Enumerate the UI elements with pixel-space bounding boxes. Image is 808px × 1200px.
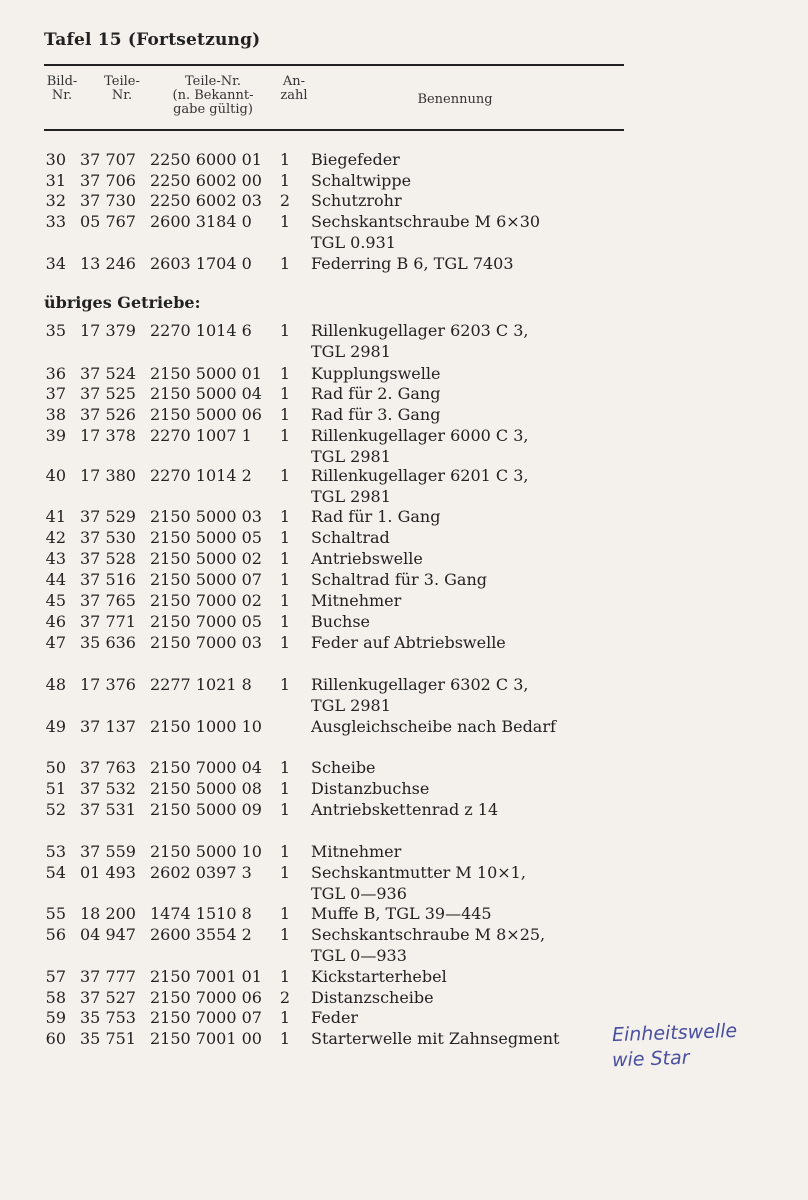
teile-nr-bekanntgabe-cell: 2150 7001 00	[150, 1029, 262, 1048]
table-row	[0, 150, 808, 170]
table-row	[0, 967, 808, 987]
header-teile-line1: Teile-	[104, 74, 140, 89]
benennung-cell: Feder auf Abtriebswelle	[311, 633, 506, 652]
anzahl-cell: 2	[279, 988, 291, 1007]
anzahl-cell: 1	[279, 633, 291, 652]
anzahl-cell: 1	[279, 675, 291, 694]
teile-nr-cell: 18 200	[80, 904, 136, 923]
header-teile-nr-line1: Teile-Nr.	[184, 74, 242, 89]
bild-nr-cell: 34	[45, 254, 66, 273]
bild-nr-cell: 44	[45, 570, 66, 589]
teile-nr-cell: 17 378	[80, 426, 136, 445]
benennung-cell: Antriebswelle	[311, 549, 423, 568]
teile-nr-bekanntgabe-cell: 2150 7001 01	[150, 967, 262, 986]
anzahl-cell: 1	[279, 758, 291, 777]
benennung-cell: Rillenkugellager 6302 C 3,	[311, 675, 529, 694]
teile-nr-bekanntgabe-cell: 2150 5000 04	[150, 384, 262, 403]
benennung-cell: Rillenkugellager 6201 C 3,	[311, 466, 529, 485]
bild-nr-cell: 55	[45, 904, 66, 923]
anzahl-cell: 1	[279, 466, 291, 485]
table-row	[0, 633, 808, 653]
anzahl-cell: 1	[279, 904, 291, 923]
teile-nr-bekanntgabe-cell: 2150 1000 10	[150, 717, 262, 736]
teile-nr-cell: 37 765	[80, 591, 136, 610]
bild-nr-cell: 37	[45, 384, 66, 403]
teile-nr-cell: 37 531	[80, 800, 136, 819]
benennung-cell: Rillenkugellager 6203 C 3,	[311, 321, 529, 340]
anzahl-cell: 1	[279, 570, 291, 589]
handwritten-note-line2: wie Star	[611, 1046, 690, 1072]
handwritten-note-line1: Einheitswelle	[611, 1019, 738, 1047]
teile-nr-bekanntgabe-cell: 2602 0397 3	[150, 863, 252, 882]
benennung-cell: Sechskantschraube M 8×25,	[311, 925, 546, 944]
anzahl-cell: 1	[279, 212, 291, 231]
teile-nr-bekanntgabe-cell: 2150 5000 02	[150, 549, 262, 568]
table-row	[0, 570, 808, 590]
table-row	[0, 800, 808, 820]
anzahl-cell: 1	[279, 364, 291, 383]
benennung-cell: Schaltrad	[311, 528, 390, 547]
bild-nr-cell: 31	[45, 171, 66, 190]
benennung-cell: Schaltrad für 3. Gang	[311, 570, 488, 589]
benennung-cell: Schaltwippe	[311, 171, 412, 190]
header-teile	[92, 75, 152, 103]
table-row	[0, 507, 808, 527]
teile-nr-cell: 37 707	[80, 150, 136, 169]
teile-nr-cell: 04 947	[80, 925, 136, 944]
teile-nr-cell: 37 706	[80, 171, 136, 190]
benennung-continuation: TGL 0—933	[311, 946, 407, 965]
header-anzahl-line2: zahl	[280, 88, 308, 103]
benennung-continuation: TGL 2981	[311, 696, 391, 715]
bild-nr-cell: 36	[45, 364, 66, 383]
anzahl-cell: 1	[279, 842, 291, 861]
bild-nr-cell: 40	[45, 466, 66, 485]
teile-nr-bekanntgabe-cell: 2600 3184 0	[150, 212, 252, 231]
teile-nr-bekanntgabe-cell: 2150 7000 04	[150, 758, 262, 777]
anzahl-cell: 1	[279, 507, 291, 526]
teile-nr-bekanntgabe-cell: 2270 1007 1	[150, 426, 252, 445]
teile-nr-bekanntgabe-cell: 2150 5000 05	[150, 528, 262, 547]
teile-nr-bekanntgabe-cell: 1474 1510 8	[150, 904, 252, 923]
teile-nr-cell: 37 137	[80, 717, 136, 736]
benennung-continuation: TGL 0—936	[311, 884, 407, 903]
bild-nr-cell: 45	[45, 591, 66, 610]
teile-nr-bekanntgabe-cell: 2250 6002 00	[150, 171, 262, 190]
table-row	[0, 758, 808, 778]
table-row	[0, 405, 808, 425]
header-anzahl	[274, 75, 314, 103]
anzahl-cell: 2	[279, 191, 291, 210]
table-row	[0, 254, 808, 274]
teile-nr-cell: 37 527	[80, 988, 136, 1007]
anzahl-cell: 1	[279, 150, 291, 169]
bild-nr-cell: 60	[45, 1029, 66, 1048]
benennung-cell: Federring B 6, TGL 7403	[311, 254, 514, 273]
benennung-cell: Rillenkugellager 6000 C 3,	[311, 426, 529, 445]
table-row	[0, 384, 808, 404]
teile-nr-cell: 01 493	[80, 863, 136, 882]
teile-nr-cell: 17 376	[80, 675, 136, 694]
teile-nr-cell: 37 516	[80, 570, 136, 589]
benennung-cell: Sechskantschraube M 6×30	[311, 212, 541, 231]
table-row	[0, 904, 808, 924]
teile-nr-cell: 37 730	[80, 191, 136, 210]
teile-nr-bekanntgabe-cell: 2250 6002 03	[150, 191, 262, 210]
anzahl-cell: 1	[279, 171, 291, 190]
anzahl-cell: 1	[279, 591, 291, 610]
teile-nr-cell: 37 525	[80, 384, 136, 403]
bild-nr-cell: 38	[45, 405, 66, 424]
table-row	[0, 191, 808, 211]
benennung-cell: Rad für 3. Gang	[311, 405, 441, 424]
table-row	[0, 466, 808, 506]
benennung-cell: Mitnehmer	[311, 591, 402, 610]
teile-nr-cell: 35 751	[80, 1029, 136, 1048]
table-row	[0, 426, 808, 466]
teile-nr-bekanntgabe-cell: 2150 7000 07	[150, 1008, 262, 1027]
teile-nr-cell: 37 777	[80, 967, 136, 986]
teile-nr-bekanntgabe-cell: 2270 1014 6	[150, 321, 252, 340]
bild-nr-cell: 39	[45, 426, 66, 445]
benennung-cell: Scheibe	[311, 758, 376, 777]
table-row	[0, 212, 808, 252]
bild-nr-cell: 56	[45, 925, 66, 944]
benennung-cell: Distanzbuchse	[311, 779, 430, 798]
bild-nr-cell: 54	[45, 863, 66, 882]
teile-nr-cell: 13 246	[80, 254, 136, 273]
header-teile-line2: Nr.	[111, 88, 133, 103]
bild-nr-cell: 51	[45, 779, 66, 798]
benennung-cell: Mitnehmer	[311, 842, 402, 861]
bild-nr-cell: 52	[45, 800, 66, 819]
benennung-cell: Feder	[311, 1008, 359, 1027]
teile-nr-bekanntgabe-cell: 2150 7000 02	[150, 591, 262, 610]
teile-nr-cell: 37 763	[80, 758, 136, 777]
teile-nr-cell: 37 771	[80, 612, 136, 631]
teile-nr-bekanntgabe-cell: 2150 5000 10	[150, 842, 262, 861]
benennung-cell: Schutzrohr	[311, 191, 402, 210]
anzahl-cell: 1	[279, 426, 291, 445]
header-teile-nr-line2: (n. Bekannt-	[172, 88, 254, 103]
benennung-continuation: TGL 0.931	[311, 233, 396, 252]
header-bottom-rule	[44, 129, 624, 131]
teile-nr-bekanntgabe-cell: 2150 5000 08	[150, 779, 262, 798]
benennung-cell: Kupplungswelle	[311, 364, 441, 383]
teile-nr-cell: 37 529	[80, 507, 136, 526]
table-row	[0, 364, 808, 384]
benennung-cell: Antriebskettenrad z 14	[311, 800, 499, 819]
teile-nr-bekanntgabe-cell: 2600 3554 2	[150, 925, 252, 944]
bild-nr-cell: 43	[45, 549, 66, 568]
benennung-cell: Starterwelle mit Zahnsegment	[311, 1029, 560, 1048]
teile-nr-bekanntgabe-cell: 2150 5000 06	[150, 405, 262, 424]
teile-nr-bekanntgabe-cell: 2150 7000 05	[150, 612, 262, 631]
teile-nr-bekanntgabe-cell: 2277 1021 8	[150, 675, 252, 694]
benennung-cell: Kickstarterhebel	[311, 967, 447, 986]
table-row	[0, 549, 808, 569]
section-heading: übriges Getriebe:	[44, 293, 201, 312]
bild-nr-cell: 50	[45, 758, 66, 777]
bild-nr-cell: 49	[45, 717, 66, 736]
bild-nr-cell: 58	[45, 988, 66, 1007]
teile-nr-cell: 05 767	[80, 212, 136, 231]
table-row	[0, 863, 808, 903]
benennung-continuation: TGL 2981	[311, 342, 391, 361]
teile-nr-bekanntgabe-cell: 2150 7000 03	[150, 633, 262, 652]
bild-nr-cell: 47	[45, 633, 66, 652]
header-benennung: Benennung	[417, 92, 493, 107]
bild-nr-cell: 46	[45, 612, 66, 631]
teile-nr-cell: 37 524	[80, 364, 136, 383]
benennung-cell: Sechskantmutter M 10×1,	[311, 863, 526, 882]
teile-nr-cell: 35 636	[80, 633, 136, 652]
anzahl-cell: 1	[279, 967, 291, 986]
table-row	[0, 528, 808, 548]
benennung-cell: Ausgleichscheibe nach Bedarf	[311, 717, 556, 736]
teile-nr-cell: 37 528	[80, 549, 136, 568]
anzahl-cell: 1	[279, 405, 291, 424]
teile-nr-bekanntgabe-cell: 2270 1014 2	[150, 466, 252, 485]
anzahl-cell: 1	[279, 384, 291, 403]
table-row	[0, 591, 808, 611]
teile-nr-cell: 37 559	[80, 842, 136, 861]
benennung-cell: Biegefeder	[311, 150, 400, 169]
anzahl-cell: 1	[279, 1008, 291, 1027]
bild-nr-cell: 32	[45, 191, 66, 210]
anzahl-cell: 1	[279, 925, 291, 944]
table-row	[0, 988, 808, 1008]
table-row	[0, 675, 808, 715]
header-bild	[42, 75, 82, 103]
teile-nr-bekanntgabe-cell: 2150 5000 09	[150, 800, 262, 819]
bild-nr-cell: 59	[45, 1008, 66, 1027]
table-row	[0, 842, 808, 862]
benennung-cell: Muffe B, TGL 39—445	[311, 904, 492, 923]
benennung-cell: Distanzscheibe	[311, 988, 434, 1007]
header-anzahl-line1: An-	[282, 74, 306, 89]
teile-nr-bekanntgabe-cell: 2603 1704 0	[150, 254, 252, 273]
anzahl-cell: 1	[279, 528, 291, 547]
teile-nr-bekanntgabe-cell: 2150 5000 01	[150, 364, 262, 383]
teile-nr-cell: 17 380	[80, 466, 136, 485]
header-bild-line1: Bild-	[46, 74, 78, 89]
teile-nr-cell: 37 530	[80, 528, 136, 547]
benennung-continuation: TGL 2981	[311, 487, 391, 506]
teile-nr-bekanntgabe-cell: 2150 5000 07	[150, 570, 262, 589]
benennung-continuation: TGL 2981	[311, 447, 391, 466]
teile-nr-bekanntgabe-cell: 2150 7000 06	[150, 988, 262, 1007]
table-row	[0, 779, 808, 799]
header-top-rule	[44, 64, 624, 66]
bild-nr-cell: 33	[45, 212, 66, 231]
anzahl-cell: 1	[279, 863, 291, 882]
bild-nr-cell: 53	[45, 842, 66, 861]
header-teile-nr-line3: gabe gültig)	[173, 102, 253, 117]
benennung-cell: Rad für 1. Gang	[311, 507, 441, 526]
anzahl-cell: 1	[279, 254, 291, 273]
bild-nr-cell: 41	[45, 507, 66, 526]
header-teile-nr	[152, 75, 274, 117]
benennung-cell: Buchse	[311, 612, 371, 631]
anzahl-cell: 1	[279, 549, 291, 568]
table-row	[0, 717, 808, 737]
page-title: Tafel 15 (Fortsetzung)	[44, 30, 261, 50]
teile-nr-cell: 37 526	[80, 405, 136, 424]
bild-nr-cell: 42	[45, 528, 66, 547]
bild-nr-cell: 48	[45, 675, 66, 694]
teile-nr-cell: 35 753	[80, 1008, 136, 1027]
teile-nr-bekanntgabe-cell: 2250 6000 01	[150, 150, 262, 169]
anzahl-cell: 1	[279, 612, 291, 631]
bild-nr-cell: 35	[45, 321, 66, 340]
anzahl-cell: 1	[279, 800, 291, 819]
table-row	[0, 321, 808, 361]
teile-nr-cell: 37 532	[80, 779, 136, 798]
anzahl-cell: 1	[279, 1029, 291, 1048]
table-row	[0, 612, 808, 632]
teile-nr-bekanntgabe-cell: 2150 5000 03	[150, 507, 262, 526]
teile-nr-cell: 17 379	[80, 321, 136, 340]
bild-nr-cell: 30	[45, 150, 66, 169]
table-row	[0, 171, 808, 191]
header-bild-line2: Nr.	[51, 88, 73, 103]
bild-nr-cell: 57	[45, 967, 66, 986]
anzahl-cell: 1	[279, 321, 291, 340]
table-row	[0, 925, 808, 965]
anzahl-cell: 1	[279, 779, 291, 798]
benennung-cell: Rad für 2. Gang	[311, 384, 441, 403]
